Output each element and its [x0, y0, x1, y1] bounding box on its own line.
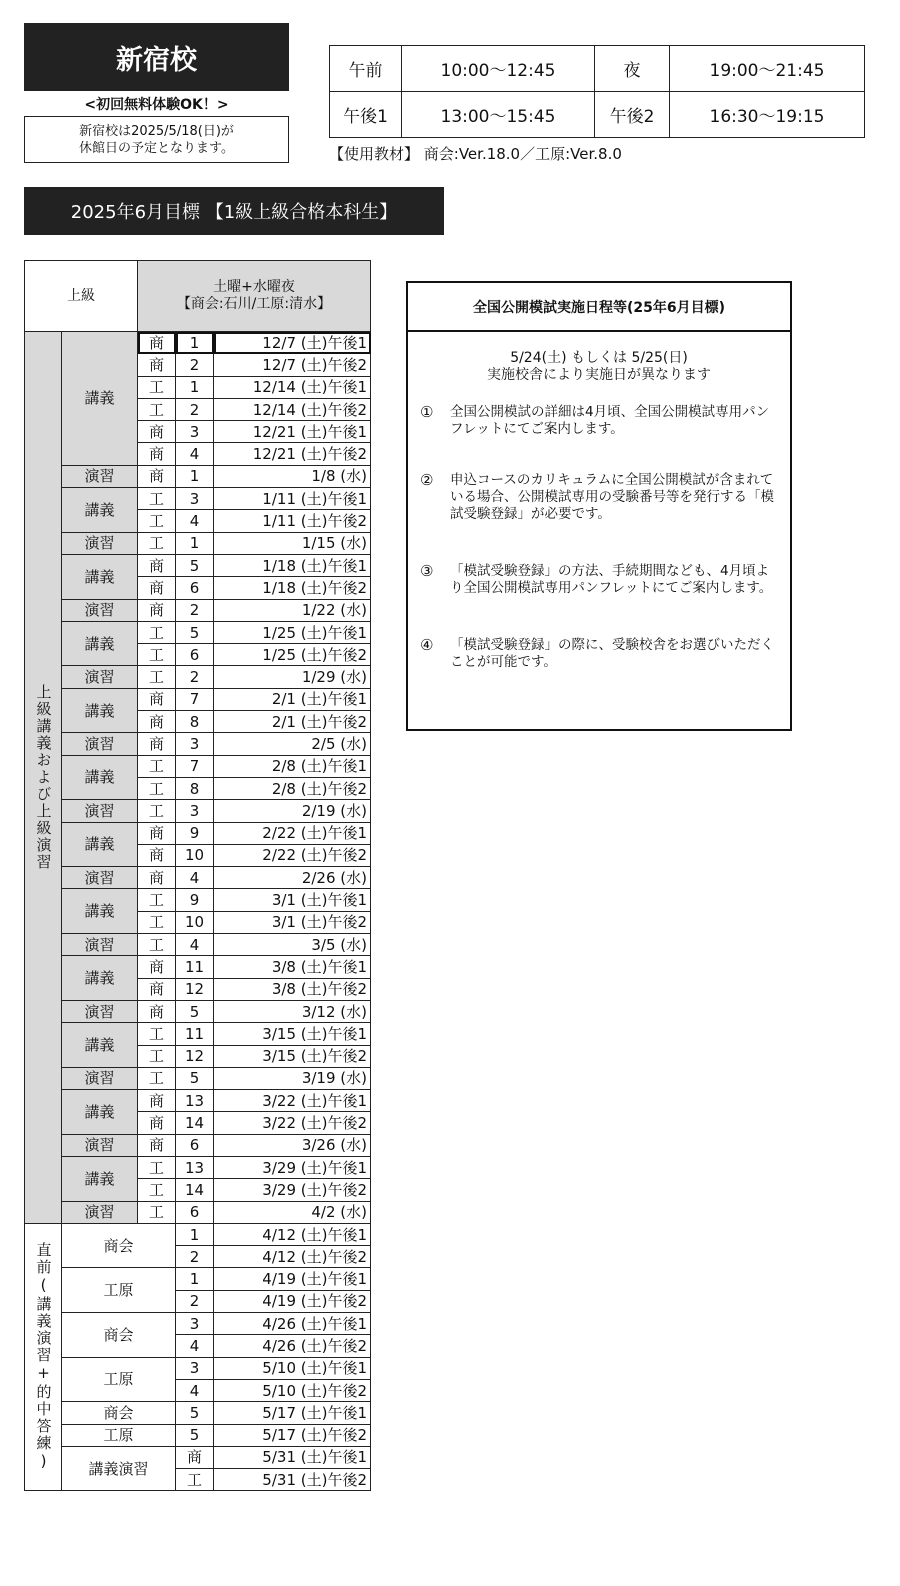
schedule-row: [25, 889, 371, 911]
session-date: 2/8 (土)午後2: [214, 777, 371, 799]
schedule-table: [24, 260, 371, 1491]
slot-label: 午後2: [595, 92, 670, 138]
session-date: 1/15 (水): [214, 532, 371, 554]
exam-item: [420, 637, 782, 671]
session-number: 5: [176, 1402, 214, 1424]
closure-notice: [24, 116, 289, 163]
session-number: 1: [176, 376, 214, 398]
session-date: 12/7 (土)午後1: [214, 332, 371, 354]
session-date: 1/29 (水): [214, 666, 371, 688]
session-date: 3/12 (水): [214, 1000, 371, 1022]
session-number: 工: [176, 1469, 214, 1491]
session-date: 4/19 (土)午後1: [214, 1268, 371, 1290]
session-number: 7: [176, 755, 214, 777]
header-slot: [138, 261, 371, 332]
subject-cell: 工: [138, 488, 176, 510]
session-date: 4/26 (土)午後2: [214, 1335, 371, 1357]
session-type: 演習: [62, 599, 138, 621]
session-number: 5: [176, 1000, 214, 1022]
schedule-row: [25, 867, 371, 889]
closure-line: 休館日の予定となります。: [79, 140, 234, 156]
subject-cell: 工: [138, 510, 176, 532]
time-slot-row: [330, 92, 865, 138]
session-type: 講義: [62, 1090, 138, 1135]
subject-cell: 商: [138, 844, 176, 866]
session-number: 3: [176, 1357, 214, 1379]
session-type: 演習: [62, 867, 138, 889]
exam-date-line: 5/24(土) もしくは 5/25(日): [510, 350, 688, 366]
session-number: 6: [176, 1134, 214, 1156]
session-type: 講義: [62, 1156, 138, 1201]
subject-cell: 工: [138, 666, 176, 688]
slot-label: 午前: [330, 46, 402, 92]
schedule-row: [25, 956, 371, 978]
session-number: 5: [176, 1424, 214, 1446]
final-group-label: 講義演習: [62, 1446, 176, 1491]
final-group-label: 商会: [62, 1402, 176, 1424]
session-number: 11: [176, 1023, 214, 1045]
session-number: 14: [176, 1112, 214, 1134]
final-group-label: 工原: [62, 1268, 176, 1313]
session-date: 5/31 (土)午後1: [214, 1446, 371, 1468]
slot-time: 16:30～19:15: [670, 92, 865, 138]
session-date: 2/1 (土)午後1: [214, 688, 371, 710]
session-number: 2: [176, 666, 214, 688]
session-number: 8: [176, 711, 214, 733]
subject-cell: 商: [138, 465, 176, 487]
session-number: 商: [176, 1446, 214, 1468]
session-date: 4/2 (水): [214, 1201, 371, 1223]
session-date: 3/22 (土)午後2: [214, 1112, 371, 1134]
trial-note: <初回無料体験OK！>: [84, 97, 229, 113]
schedule-row: [25, 1357, 371, 1379]
schedule-row: [25, 1067, 371, 1089]
session-date: 12/21 (土)午後2: [214, 443, 371, 465]
session-date: 12/14 (土)午後1: [214, 376, 371, 398]
session-number: 2: [176, 398, 214, 420]
schedule-row: [25, 934, 371, 956]
exam-item-text: 「模試受験登録」の際に、受験校舎をお選びいただくことが可能です。: [450, 637, 774, 670]
session-date: 1/25 (土)午後1: [214, 621, 371, 643]
subject-cell: 商: [138, 1090, 176, 1112]
session-number: 6: [176, 577, 214, 599]
session-number: 13: [176, 1090, 214, 1112]
subject-cell: 工: [138, 800, 176, 822]
subject-cell: 商: [138, 577, 176, 599]
session-number: 5: [176, 1067, 214, 1089]
session-number: 3: [176, 733, 214, 755]
subject-cell: 工: [138, 1156, 176, 1178]
subject-cell: 商: [138, 956, 176, 978]
subject-cell: 商: [138, 978, 176, 1000]
schedule-row: [25, 1446, 371, 1468]
session-date: 2/26 (水): [214, 867, 371, 889]
subject-cell: 工: [138, 911, 176, 933]
subject-cell: 工: [138, 1045, 176, 1067]
schedule-row: [25, 488, 371, 510]
subject-cell: 工: [138, 398, 176, 420]
session-date: 2/19 (水): [214, 800, 371, 822]
subject-cell: 商: [138, 822, 176, 844]
section-label-final: 直前(講義演習+的中答練): [25, 1223, 62, 1491]
schedule-row: [25, 621, 371, 643]
section-label-upper: 上級講義および上級演習: [25, 332, 62, 1224]
slot-time: 19:00～21:45: [670, 46, 865, 92]
final-group-label: 商会: [62, 1313, 176, 1358]
schedule-row: [25, 1000, 371, 1022]
session-date: 2/5 (水): [214, 733, 371, 755]
schedule-row: [25, 1268, 371, 1290]
session-number: 1: [176, 1268, 214, 1290]
schedule-row: [25, 599, 371, 621]
session-date: 5/10 (土)午後1: [214, 1357, 371, 1379]
session-type: 演習: [62, 934, 138, 956]
session-number: 11: [176, 956, 214, 978]
session-type: 講義: [62, 332, 138, 466]
schedule-row: [25, 465, 371, 487]
session-type: 講義: [62, 621, 138, 666]
session-date: 3/15 (土)午後2: [214, 1045, 371, 1067]
session-date: 3/26 (水): [214, 1134, 371, 1156]
subject-cell: 工: [138, 1201, 176, 1223]
session-date: 2/22 (土)午後2: [214, 844, 371, 866]
exam-info-panel: [406, 281, 792, 731]
session-date: 3/5 (水): [214, 934, 371, 956]
school-title: 新宿校: [24, 23, 289, 91]
subject-cell: 工: [138, 621, 176, 643]
schedule-row: [25, 755, 371, 777]
subject-cell: 商: [138, 421, 176, 443]
time-slot-row: [330, 46, 865, 92]
session-date: 1/22 (水): [214, 599, 371, 621]
exam-date-note: 実施校舎により実施日が異なります: [487, 367, 711, 383]
subject-cell: 商: [138, 867, 176, 889]
time-slot-table: [329, 45, 865, 138]
session-type: 講義: [62, 1023, 138, 1068]
slot-label: 夜: [595, 46, 670, 92]
session-number: 4: [176, 443, 214, 465]
exam-item-number: ②: [420, 471, 434, 489]
subject-cell: 商: [138, 1000, 176, 1022]
session-number: 6: [176, 644, 214, 666]
session-type: 講義: [62, 822, 138, 867]
session-date: 2/22 (土)午後1: [214, 822, 371, 844]
session-type: 講義: [62, 755, 138, 800]
session-number: 13: [176, 1156, 214, 1178]
session-number: 2: [176, 599, 214, 621]
subject-cell: 工: [138, 1067, 176, 1089]
session-date: 2/8 (土)午後1: [214, 755, 371, 777]
session-type: 演習: [62, 1067, 138, 1089]
schedule-row: [25, 554, 371, 576]
schedule-row: [25, 1201, 371, 1223]
session-number: 1: [176, 1223, 214, 1245]
exam-title: 全国公開模試実施日程等(25年6月目標): [408, 283, 790, 332]
schedule-header-row: [25, 261, 371, 332]
session-number: 4: [176, 1335, 214, 1357]
schedule-row: [25, 1090, 371, 1112]
session-date: 3/29 (土)午後1: [214, 1156, 371, 1178]
exam-item-number: ④: [420, 636, 434, 654]
session-number: 1: [176, 332, 214, 354]
session-type: 講義: [62, 889, 138, 934]
subject-cell: 商: [138, 354, 176, 376]
session-type: 講義: [62, 554, 138, 599]
session-date: 1/18 (土)午後2: [214, 577, 371, 599]
session-number: 5: [176, 621, 214, 643]
closure-line: 新宿校は2025/5/18(日)が: [79, 123, 234, 139]
exam-item-text: 申込コースのカリキュラムに全国公開模試が含まれている場合、公開模試専用の受験番号等を発行する「模試受験登録」が必要です。: [450, 472, 774, 522]
final-group-label: 商会: [62, 1223, 176, 1268]
session-type: 講義: [62, 488, 138, 533]
schedule-row: [25, 532, 371, 554]
exam-item: [420, 563, 782, 597]
session-date: 3/1 (土)午後2: [214, 911, 371, 933]
session-number: 4: [176, 510, 214, 532]
exam-item-number: ③: [420, 562, 434, 580]
slot-label: 午後1: [330, 92, 402, 138]
subject-cell: 工: [138, 755, 176, 777]
session-type: 講義: [62, 688, 138, 733]
session-number: 4: [176, 934, 214, 956]
session-date: 4/26 (土)午後1: [214, 1313, 371, 1335]
exam-item: [420, 472, 782, 523]
subject-cell: 商: [138, 443, 176, 465]
session-number: 6: [176, 1201, 214, 1223]
session-number: 3: [176, 421, 214, 443]
subject-cell: 商: [138, 688, 176, 710]
slot-time: 10:00～12:45: [402, 46, 595, 92]
session-date: 4/19 (土)午後2: [214, 1290, 371, 1312]
session-date: 5/31 (土)午後2: [214, 1469, 371, 1491]
session-number: 4: [176, 867, 214, 889]
session-number: 2: [176, 1290, 214, 1312]
session-date: 1/11 (土)午後2: [214, 510, 371, 532]
schedule-row: [25, 332, 371, 354]
session-date: 12/7 (土)午後2: [214, 354, 371, 376]
session-number: 3: [176, 800, 214, 822]
schedule-row: [25, 1156, 371, 1178]
schedule-row: [25, 1223, 371, 1245]
materials-note: 【使用教材】 商会:Ver.18.0／工原:Ver.8.0: [329, 145, 622, 163]
session-date: 2/1 (土)午後2: [214, 711, 371, 733]
schedule-row: [25, 688, 371, 710]
session-date: 1/18 (土)午後1: [214, 554, 371, 576]
schedule-row: [25, 800, 371, 822]
session-number: 3: [176, 488, 214, 510]
schedule-row: [25, 666, 371, 688]
final-group-label: 工原: [62, 1357, 176, 1402]
session-date: 5/17 (土)午後1: [214, 1402, 371, 1424]
header-slot-line: 【商会:石川/工原:清水】: [176, 296, 332, 312]
session-number: 1: [176, 465, 214, 487]
session-type: 演習: [62, 1000, 138, 1022]
subject-cell: 商: [138, 332, 176, 354]
session-number: 12: [176, 978, 214, 1000]
session-type: 講義: [62, 956, 138, 1001]
session-number: 12: [176, 1045, 214, 1067]
subject-cell: 商: [138, 554, 176, 576]
schedule-row: [25, 1424, 371, 1446]
subject-cell: 工: [138, 1023, 176, 1045]
session-number: 8: [176, 777, 214, 799]
slot-time: 13:00～15:45: [402, 92, 595, 138]
session-type: 演習: [62, 733, 138, 755]
session-number: 3: [176, 1313, 214, 1335]
exam-item-text: 「模試受験登録」の方法、手続期間なども、4月頃より全国公開模試専用パンフレットにてご案内します。: [450, 563, 773, 596]
session-date: 5/17 (土)午後2: [214, 1424, 371, 1446]
session-number: 14: [176, 1179, 214, 1201]
session-date: 12/21 (土)午後1: [214, 421, 371, 443]
subject-cell: 工: [138, 1179, 176, 1201]
header-level: 上級: [25, 261, 138, 332]
session-type: 演習: [62, 1201, 138, 1223]
session-number: 5: [176, 554, 214, 576]
session-number: 10: [176, 911, 214, 933]
session-date: 5/10 (土)午後2: [214, 1379, 371, 1401]
session-date: 1/25 (土)午後2: [214, 644, 371, 666]
session-date: 3/22 (土)午後1: [214, 1090, 371, 1112]
subject-cell: 商: [138, 711, 176, 733]
course-banner: 2025年6月目標 【1級上級合格本科生】: [24, 187, 444, 235]
final-group-label: 工原: [62, 1424, 176, 1446]
exam-item-text: 全国公開模試の詳細は4月頃、全国公開模試専用パンフレットにてご案内します。: [450, 404, 770, 437]
session-date: 1/11 (土)午後1: [214, 488, 371, 510]
session-date: 3/1 (土)午後1: [214, 889, 371, 911]
session-type: 演習: [62, 465, 138, 487]
session-date: 4/12 (土)午後1: [214, 1223, 371, 1245]
schedule-row: [25, 822, 371, 844]
session-number: 2: [176, 1246, 214, 1268]
session-type: 演習: [62, 666, 138, 688]
subject-cell: 工: [138, 934, 176, 956]
schedule-row: [25, 1023, 371, 1045]
subject-cell: 工: [138, 376, 176, 398]
subject-cell: 工: [138, 532, 176, 554]
header-slot-line: 土曜+水曜夜: [213, 279, 295, 295]
session-type: 演習: [62, 532, 138, 554]
session-number: 2: [176, 354, 214, 376]
schedule-row: [25, 1402, 371, 1424]
session-date: 4/12 (土)午後2: [214, 1246, 371, 1268]
session-date: 12/14 (土)午後2: [214, 398, 371, 420]
session-number: 10: [176, 844, 214, 866]
exam-item: [420, 404, 782, 438]
session-date: 3/8 (土)午後2: [214, 978, 371, 1000]
session-date: 1/8 (水): [214, 465, 371, 487]
session-type: 演習: [62, 1134, 138, 1156]
session-number: 9: [176, 822, 214, 844]
session-number: 4: [176, 1379, 214, 1401]
subject-cell: 商: [138, 1112, 176, 1134]
session-number: 7: [176, 688, 214, 710]
subject-cell: 商: [138, 1134, 176, 1156]
subject-cell: 工: [138, 777, 176, 799]
subject-cell: 商: [138, 733, 176, 755]
session-type: 演習: [62, 800, 138, 822]
session-number: 1: [176, 532, 214, 554]
session-date: 3/19 (水): [214, 1067, 371, 1089]
exam-dates: [408, 350, 790, 384]
subject-cell: 商: [138, 599, 176, 621]
subject-cell: 工: [138, 889, 176, 911]
session-date: 3/8 (土)午後1: [214, 956, 371, 978]
schedule-row: [25, 733, 371, 755]
schedule-row: [25, 1313, 371, 1335]
session-number: 9: [176, 889, 214, 911]
session-date: 3/15 (土)午後1: [214, 1023, 371, 1045]
subject-cell: 工: [138, 644, 176, 666]
session-date: 3/29 (土)午後2: [214, 1179, 371, 1201]
exam-item-number: ①: [420, 403, 434, 421]
schedule-row: [25, 1134, 371, 1156]
